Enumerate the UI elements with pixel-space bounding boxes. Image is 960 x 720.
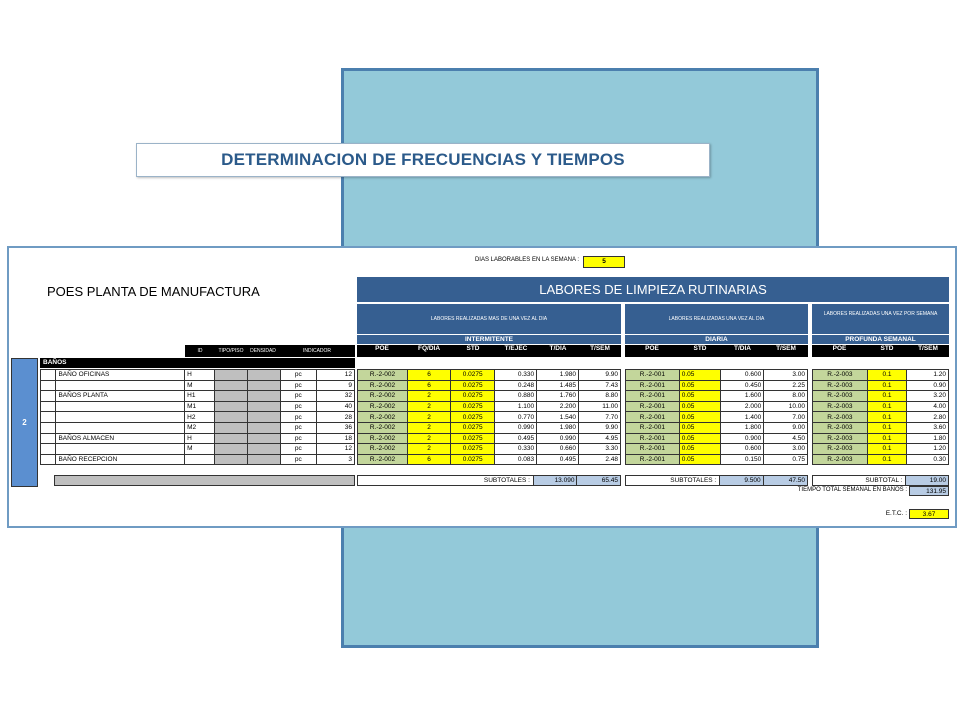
- row-indent: [41, 412, 56, 423]
- row-indent: [41, 444, 56, 455]
- densidad-cell: [247, 433, 280, 444]
- qty-cell: 9: [316, 380, 354, 391]
- tsem-cell: 3.60: [907, 422, 949, 433]
- tipo-cell: [214, 422, 247, 433]
- group-intermitente-label: INTERMITENTE: [357, 335, 621, 344]
- fq-cell: 6: [407, 370, 450, 381]
- std-cell: 0.0275: [451, 444, 495, 455]
- poe-cell: R.-2-001: [626, 380, 680, 391]
- unit-cell: pc: [280, 422, 316, 433]
- std-cell: 0.05: [679, 422, 721, 433]
- left-title: POES PLANTA DE MANUFACTURA: [47, 284, 260, 299]
- poe-cell: R.-2-001: [626, 370, 680, 381]
- poe-cell: R.-2-002: [358, 422, 408, 433]
- std-cell: 0.05: [679, 444, 721, 455]
- tsem-cell: 2.80: [907, 412, 949, 423]
- poe-cell: R.-2-003: [813, 412, 868, 423]
- std-cell: 0.05: [679, 454, 721, 465]
- fq-cell: 2: [407, 391, 450, 402]
- densidad-cell: [247, 412, 280, 423]
- table-row: [813, 422, 949, 433]
- row-indent: [41, 401, 56, 412]
- tdia-cell: 1.800: [721, 422, 764, 433]
- tej-cell: 0.083: [495, 454, 537, 465]
- id-cell: [185, 454, 215, 465]
- subtotal-tdia2: 9.500: [719, 476, 762, 485]
- semanal-col-headers: [812, 345, 949, 357]
- tdia-cell: 1.400: [721, 412, 764, 423]
- unit-cell: pc: [280, 401, 316, 412]
- fq-cell: 2: [407, 444, 450, 455]
- table-row: [358, 391, 621, 402]
- std-cell: 0.05: [679, 391, 721, 402]
- row-indent: [41, 370, 56, 381]
- tej-cell: 1.100: [495, 401, 537, 412]
- tsem-cell: 2.25: [764, 380, 808, 391]
- table-row: [358, 370, 621, 381]
- qty-cell: 36: [316, 422, 354, 433]
- id-cell: M1: [185, 401, 215, 412]
- tdia-cell: 1.600: [721, 391, 764, 402]
- tsem-cell: 4.00: [907, 401, 949, 412]
- densidad-cell: [247, 380, 280, 391]
- fq-cell: 6: [407, 454, 450, 465]
- tdia-cell: 0.660: [537, 444, 579, 455]
- std-cell: 0.0275: [451, 401, 495, 412]
- tdia-cell: 2.000: [721, 401, 764, 412]
- unit-cell: pc: [280, 370, 316, 381]
- col-poe2: POE: [645, 345, 659, 352]
- std-cell: 0.0275: [451, 370, 495, 381]
- tipo-cell: [214, 433, 247, 444]
- tdia-cell: 0.600: [721, 370, 764, 381]
- tsem-cell: 4.50: [764, 433, 808, 444]
- table-row: [358, 422, 621, 433]
- poe-cell: R.-2-003: [813, 454, 868, 465]
- group-diaria-label: DIARIA: [625, 335, 808, 344]
- tsem-cell: 9.90: [579, 422, 621, 433]
- table-row: [626, 422, 808, 433]
- tsem-cell: 3.00: [764, 444, 808, 455]
- std-cell: 0.1: [867, 412, 907, 423]
- col-tdia2: T/DIA: [734, 345, 751, 352]
- fq-cell: 2: [407, 422, 450, 433]
- table-row: [41, 401, 355, 412]
- tej-cell: 0.330: [495, 370, 537, 381]
- table-row: [358, 454, 621, 465]
- table-row: [626, 412, 808, 423]
- densidad-cell: [247, 422, 280, 433]
- unit-cell: pc: [280, 454, 316, 465]
- col-tdia1: T/DIA: [549, 345, 567, 352]
- table-row: [626, 380, 808, 391]
- poe-cell: R.-2-001: [626, 444, 680, 455]
- tsem-cell: 7.43: [579, 380, 621, 391]
- poe-cell: R.-2-003: [813, 422, 868, 433]
- subtotal-label-1: SUBTOTALES :: [483, 477, 530, 484]
- poe-cell: R.-2-001: [626, 391, 680, 402]
- tipo-cell: [214, 380, 247, 391]
- table-row: [813, 454, 949, 465]
- left-data-table: [40, 369, 355, 465]
- tdia-cell: 0.600: [721, 444, 764, 455]
- group-intermitente-desc: LABORES REALIZADAS MAS DE UNA VEZ AL DIA: [357, 304, 621, 334]
- table-row: [41, 380, 355, 391]
- table-row: [626, 370, 808, 381]
- poe-cell: R.-2-002: [358, 380, 408, 391]
- tsem-cell: 1.20: [907, 444, 949, 455]
- col-densidad: DENSIDAD: [250, 348, 276, 354]
- col-tipo: TIPO/PISO: [218, 348, 244, 354]
- poe-cell: R.-2-002: [358, 433, 408, 444]
- total-label: TIEMPO TOTAL SEMANAL EN BAÑOS :: [797, 487, 907, 493]
- tej-cell: 0.248: [495, 380, 537, 391]
- tipo-cell: [214, 444, 247, 455]
- tsem-cell: 1.80: [907, 433, 949, 444]
- tdia-cell: 1.980: [537, 422, 579, 433]
- tdia-cell: 1.760: [537, 391, 579, 402]
- unit-cell: pc: [280, 433, 316, 444]
- tej-cell: 0.880: [495, 391, 537, 402]
- poe-cell: R.-2-002: [358, 444, 408, 455]
- std-cell: 0.1: [867, 370, 907, 381]
- table-row: [813, 433, 949, 444]
- tdia-cell: 0.450: [721, 380, 764, 391]
- tsem-cell: 3.00: [764, 370, 808, 381]
- area-cell: [56, 444, 185, 455]
- qty-cell: 12: [316, 370, 354, 381]
- qty-cell: 12: [316, 444, 354, 455]
- poe-cell: R.-2-001: [626, 422, 680, 433]
- area-cell: BAÑO OFICINAS: [56, 370, 185, 381]
- tdia-cell: 0.990: [537, 433, 579, 444]
- tsem-cell: 9.90: [579, 370, 621, 381]
- poe-cell: R.-2-003: [813, 444, 868, 455]
- area-cell: [56, 401, 185, 412]
- densidad-cell: [247, 401, 280, 412]
- poe-cell: R.-2-003: [813, 370, 868, 381]
- row-indent: [41, 391, 56, 402]
- col-tsem1: T/SEM: [590, 345, 610, 352]
- tsem-cell: 2.48: [579, 454, 621, 465]
- area-cell: [56, 412, 185, 423]
- tipo-cell: [214, 412, 247, 423]
- table-row: [41, 412, 355, 423]
- col-indicador: INDICADOR: [302, 348, 332, 354]
- tsem-cell: 8.00: [764, 391, 808, 402]
- main-header: LABORES DE LIMPIEZA RUTINARIAS: [357, 277, 949, 302]
- std-cell: 0.05: [679, 412, 721, 423]
- intermitente-table: [357, 369, 621, 465]
- slide-title: DETERMINACION DE FRECUENCIAS Y TIEMPOS: [221, 150, 625, 169]
- poe-cell: R.-2-001: [626, 454, 680, 465]
- subtotal-tdia1: 13.090: [533, 476, 577, 485]
- table-row: [358, 412, 621, 423]
- tdia-cell: 1.980: [537, 370, 579, 381]
- id-cell: M2: [185, 422, 215, 433]
- table-row: [358, 444, 621, 455]
- tdia-cell: 1.540: [537, 412, 579, 423]
- table-row: [813, 370, 949, 381]
- table-row: [813, 391, 949, 402]
- table-row: [41, 391, 355, 402]
- table-row: [813, 412, 949, 423]
- unit-cell: pc: [280, 391, 316, 402]
- tsem-cell: 3.20: [907, 391, 949, 402]
- group-diaria-desc: LABORES REALIZADAS UNA VEZ AL DIA: [625, 304, 808, 334]
- fq-cell: 2: [407, 401, 450, 412]
- table-row: [626, 444, 808, 455]
- tipo-cell: [214, 454, 247, 465]
- std-cell: 0.1: [867, 444, 907, 455]
- tipo-cell: [214, 391, 247, 402]
- unit-cell: pc: [280, 380, 316, 391]
- etc-label: E.T.C. :: [885, 510, 907, 517]
- subtotal-row-3: [812, 475, 949, 486]
- fq-cell: 2: [407, 433, 450, 444]
- subtotal-row-1: [357, 475, 621, 486]
- tsem-cell: 0.75: [764, 454, 808, 465]
- section-number: 2: [11, 358, 38, 487]
- days-label: DIAS LABORABLES EN LA SEMANA :: [474, 257, 579, 263]
- area-cell: [56, 380, 185, 391]
- subtotal-row-2: [625, 475, 808, 486]
- tsem-cell: 3.30: [579, 444, 621, 455]
- id-cell: H: [185, 433, 215, 444]
- std-cell: 0.1: [867, 380, 907, 391]
- densidad-cell: [247, 454, 280, 465]
- tsem-cell: 9.00: [764, 422, 808, 433]
- std-cell: 0.1: [867, 401, 907, 412]
- id-cell: M: [185, 380, 215, 391]
- qty-cell: 18: [316, 433, 354, 444]
- tej-cell: 0.770: [495, 412, 537, 423]
- fq-cell: 6: [407, 380, 450, 391]
- tsem-cell: 0.30: [907, 454, 949, 465]
- tdia-cell: 0.495: [537, 454, 579, 465]
- poe-cell: R.-2-002: [358, 454, 408, 465]
- poe-cell: R.-2-002: [358, 412, 408, 423]
- qty-cell: 40: [316, 401, 354, 412]
- tdia-cell: 1.485: [537, 380, 579, 391]
- area-cell: BAÑOS ALMACEN: [56, 433, 185, 444]
- table-row: [813, 401, 949, 412]
- qty-cell: 28: [316, 412, 354, 423]
- row-indent: [41, 380, 56, 391]
- table-row: [626, 391, 808, 402]
- poe-cell: R.-2-002: [358, 401, 408, 412]
- table-row: [358, 380, 621, 391]
- left-total-bar: [54, 475, 355, 486]
- tipo-cell: [214, 401, 247, 412]
- table-row: [41, 444, 355, 455]
- group-semanal-desc: LABORES REALIZADAS UNA VEZ POR SEMANA: [812, 304, 949, 334]
- poe-cell: R.-2-002: [358, 391, 408, 402]
- tej-cell: 0.990: [495, 422, 537, 433]
- col-fq: FQ/DIA: [417, 345, 441, 352]
- id-cell: H2: [185, 412, 215, 423]
- std-cell: 0.0275: [451, 454, 495, 465]
- tdia-cell: 0.900: [721, 433, 764, 444]
- std-cell: 0.0275: [451, 422, 495, 433]
- col-std3: STD: [880, 345, 894, 352]
- fq-cell: 2: [407, 412, 450, 423]
- intermitente-col-headers: [357, 345, 621, 357]
- id-cell: H1: [185, 391, 215, 402]
- group-semanal-label: PROFUNDA SEMANAL: [812, 335, 949, 344]
- qty-cell: 32: [316, 391, 354, 402]
- std-cell: 0.0275: [451, 412, 495, 423]
- row-indent: [41, 454, 56, 465]
- tsem-cell: 11.00: [579, 401, 621, 412]
- std-cell: 0.0275: [451, 380, 495, 391]
- semanal-table: [812, 369, 949, 465]
- poe-cell: R.-2-003: [813, 380, 868, 391]
- table-row: [626, 454, 808, 465]
- subtotal-label-3: SUBTOTAL :: [865, 477, 903, 484]
- area-cell: BAÑOS PLANTA: [56, 391, 185, 402]
- table-row: [626, 433, 808, 444]
- tej-cell: 0.495: [495, 433, 537, 444]
- std-cell: 0.1: [867, 433, 907, 444]
- total-value: 131.95: [909, 486, 949, 496]
- tsem-cell: 4.95: [579, 433, 621, 444]
- unit-cell: pc: [280, 444, 316, 455]
- col-std1: STD: [466, 345, 480, 352]
- qty-cell: 3: [316, 454, 354, 465]
- slide-title-box: [136, 143, 710, 177]
- tsem-cell: 1.20: [907, 370, 949, 381]
- col-poe3: POE: [832, 345, 847, 352]
- tej-cell: 0.330: [495, 444, 537, 455]
- subtotal-label-2: SUBTOTALES :: [670, 477, 717, 484]
- unit-cell: pc: [280, 412, 316, 423]
- table-row: [41, 422, 355, 433]
- table-row: [813, 444, 949, 455]
- subtotal-tsem1: 65.45: [576, 476, 620, 485]
- diaria-table: [625, 369, 808, 465]
- poe-cell: R.-2-001: [626, 433, 680, 444]
- section-label: BAÑOS: [40, 358, 355, 368]
- std-cell: 0.0275: [451, 391, 495, 402]
- left-col-headers: [185, 345, 355, 357]
- col-id: ID: [197, 348, 203, 354]
- table-row: [358, 401, 621, 412]
- poe-cell: R.-2-003: [813, 433, 868, 444]
- poe-cell: R.-2-002: [358, 370, 408, 381]
- id-cell: M: [185, 444, 215, 455]
- poe-cell: R.-2-003: [813, 391, 868, 402]
- col-poe1: POE: [375, 345, 389, 352]
- col-tsem3: T/SEM: [918, 345, 938, 352]
- std-cell: 0.1: [867, 422, 907, 433]
- subtotal-tsem2: 47.50: [763, 476, 807, 485]
- diaria-col-headers: [625, 345, 808, 357]
- std-cell: 0.05: [679, 380, 721, 391]
- col-std2: STD: [693, 345, 707, 352]
- std-cell: 0.05: [679, 401, 721, 412]
- tsem-cell: 8.80: [579, 391, 621, 402]
- id-cell: H: [185, 370, 215, 381]
- densidad-cell: [247, 444, 280, 455]
- col-tej: T/EJEC: [504, 345, 528, 352]
- table-row: [41, 433, 355, 444]
- tipo-cell: [214, 370, 247, 381]
- std-cell: 0.1: [867, 454, 907, 465]
- col-tsem2: T/SEM: [776, 345, 796, 352]
- tsem-cell: 7.00: [764, 412, 808, 423]
- row-indent: [41, 433, 56, 444]
- table-row: [813, 380, 949, 391]
- table-row: [41, 454, 355, 465]
- poe-cell: R.-2-001: [626, 401, 680, 412]
- poe-cell: R.-2-001: [626, 412, 680, 423]
- table-row: [626, 401, 808, 412]
- table-row: [358, 433, 621, 444]
- etc-value: 3.67: [909, 509, 949, 519]
- area-cell: BAÑO RECEPCION: [56, 454, 185, 465]
- densidad-cell: [247, 391, 280, 402]
- poe-cell: R.-2-003: [813, 401, 868, 412]
- tsem-cell: 10.00: [764, 401, 808, 412]
- area-cell: [56, 422, 185, 433]
- tsem-cell: 0.90: [907, 380, 949, 391]
- std-cell: 0.1: [867, 391, 907, 402]
- spreadsheet-image: [7, 246, 957, 528]
- days-value: 5: [583, 256, 625, 268]
- subtotal-tsem3: 19.00: [905, 476, 948, 485]
- row-indent: [41, 422, 56, 433]
- std-cell: 0.0275: [451, 433, 495, 444]
- densidad-cell: [247, 370, 280, 381]
- table-row: [41, 370, 355, 381]
- std-cell: 0.05: [679, 433, 721, 444]
- tdia-cell: 2.200: [537, 401, 579, 412]
- tdia-cell: 0.150: [721, 454, 764, 465]
- tsem-cell: 7.70: [579, 412, 621, 423]
- std-cell: 0.05: [679, 370, 721, 381]
